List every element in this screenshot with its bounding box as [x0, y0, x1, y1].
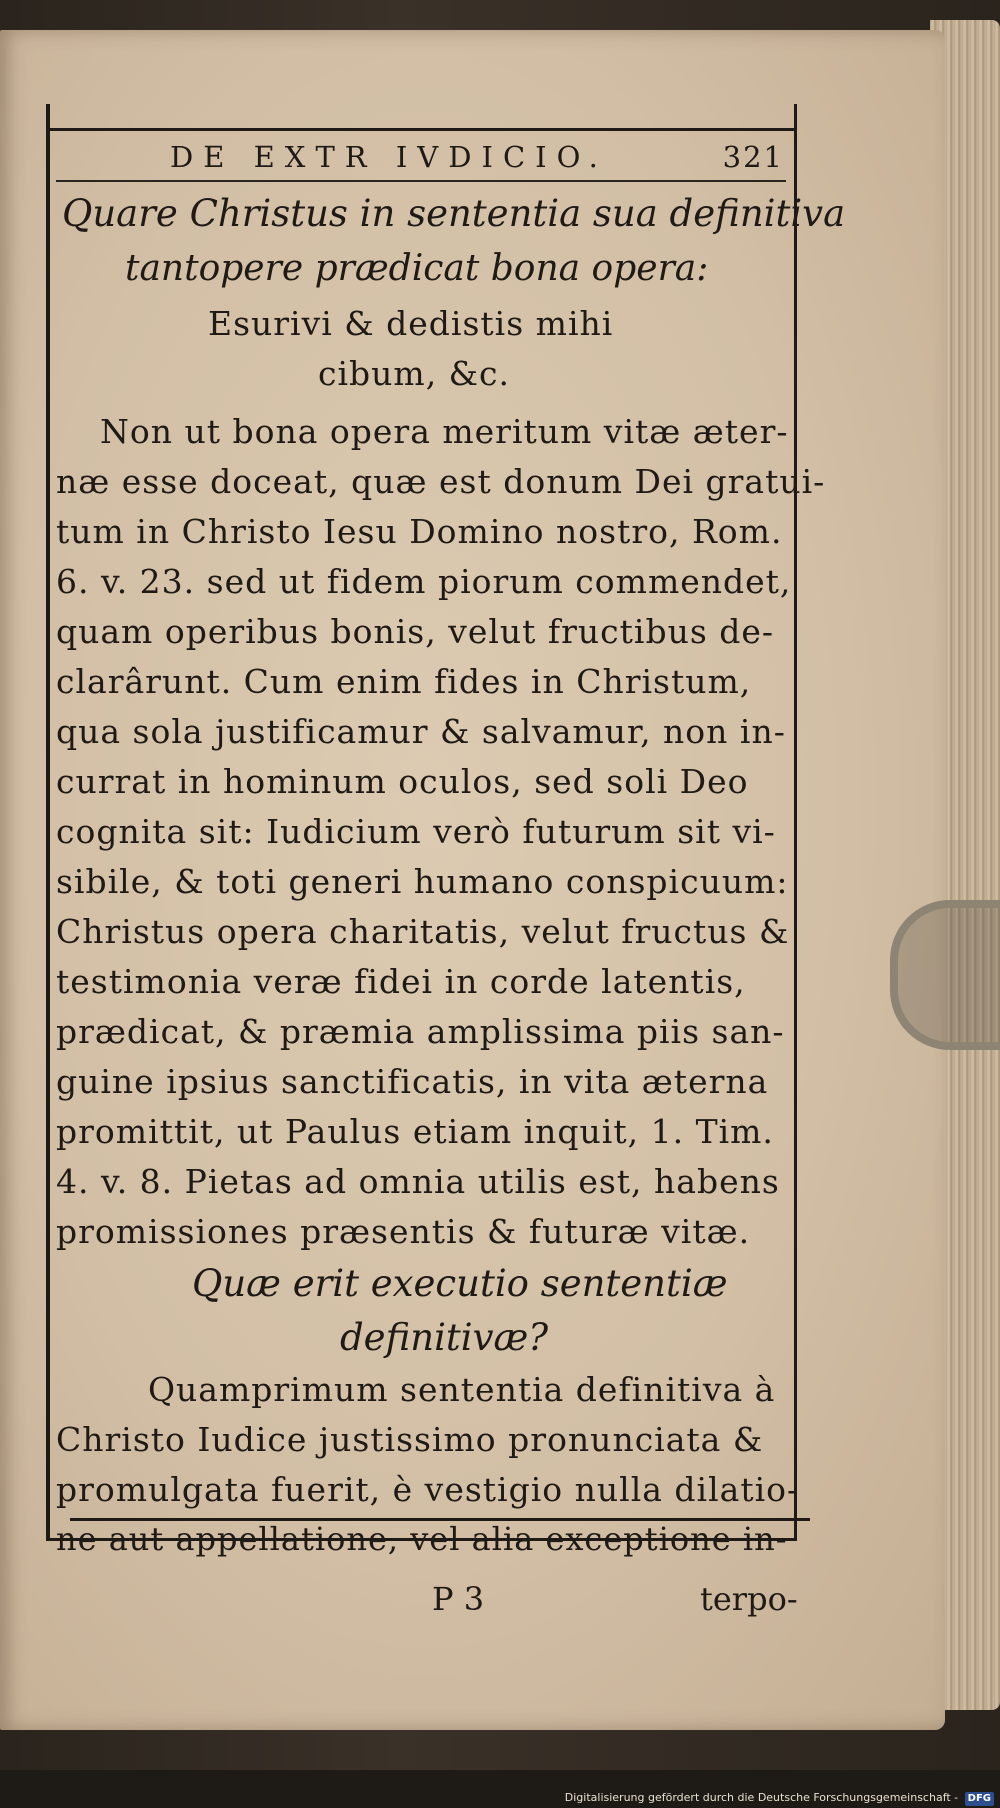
dfg-logo: DFG — [965, 1792, 994, 1806]
answer-1-line: guine ipsius sanctificatis, in vita æterna — [56, 1062, 769, 1101]
running-head — [170, 140, 790, 174]
book-clasp — [890, 900, 1000, 1050]
answer-2-line: ne aut appellatione, vel alia exceptione in- — [56, 1520, 788, 1558]
answer-1-line: næ esse doceat, quæ est donum Dei gratui- — [56, 462, 826, 501]
question-1-line-3: Esurivi & dedistis mihi — [208, 304, 614, 343]
question-2-line-1: Quæ erit executio sententiæ — [192, 1262, 728, 1305]
answer-1-line: promissiones præsentis & futuræ vitæ. — [56, 1212, 751, 1251]
question-1-line-1: Quare Christus in sententia sua definitiva — [62, 192, 846, 235]
answer-2-line: promulgata fuerit, è vestigio nulla dilatio- — [56, 1470, 800, 1509]
answer-1-line: sibile, & toti generi humano conspicuum: — [56, 862, 789, 901]
answer-1-line: 4. v. 8. Pietas ad omnia utilis est, habens — [56, 1162, 780, 1201]
answer-1-line: testimonia veræ fidei in corde latentis, — [56, 962, 746, 1001]
answer-1-line: tum in Christo Iesu Domino nostro, Rom. — [56, 512, 783, 551]
header-rule — [56, 180, 786, 182]
answer-1-line: Non ut bona opera meritum vitæ æter- — [100, 412, 789, 451]
answer-1-line: qua sola justificamur & salvamur, non in- — [56, 712, 786, 751]
answer-1-line: quam operibus bonis, velut fructibus de- — [56, 612, 775, 651]
top-rule — [46, 128, 796, 131]
question-1-line-2: tantopere prædicat bona opera: — [125, 248, 709, 289]
answer-2-line: Quamprimum sententia definitiva à — [148, 1370, 776, 1409]
catchword: terpo- — [700, 1580, 798, 1618]
answer-1-line: 6. v. 23. sed ut fidem piorum commendet, — [56, 562, 792, 601]
answer-1-line: promittit, ut Paulus etiam inquit, 1. Tim. — [56, 1112, 774, 1151]
page-number: 321 — [722, 140, 784, 174]
question-1-line-4: cibum, &c. — [318, 354, 511, 393]
running-head-title: DE EXTR IVDICIO. — [170, 140, 608, 174]
question-2-line-2: definitivæ? — [340, 1316, 549, 1359]
signature-mark: P 3 — [432, 1580, 485, 1618]
answer-1-line: clarârunt. Cum enim fides in Christum, — [56, 662, 752, 701]
answer-1-line: currat in hominum oculos, sed soli Deo — [56, 762, 749, 801]
credit-text: Digitalisierung gefördert durch die Deutsche Forschungsgemeinschaft - — [564, 1791, 959, 1804]
answer-1-line: cognita sit: Iudicium verò futurum sit vi- — [56, 812, 776, 851]
answer-1-line: Christus opera charitatis, velut fructus & — [56, 912, 790, 951]
answer-1-line: prædicat, & præmia amplissima piis san- — [56, 1012, 785, 1051]
digitization-credit — [560, 1788, 1000, 1808]
answer-2-line: Christo Iudice justissimo pronunciata & — [56, 1420, 764, 1459]
